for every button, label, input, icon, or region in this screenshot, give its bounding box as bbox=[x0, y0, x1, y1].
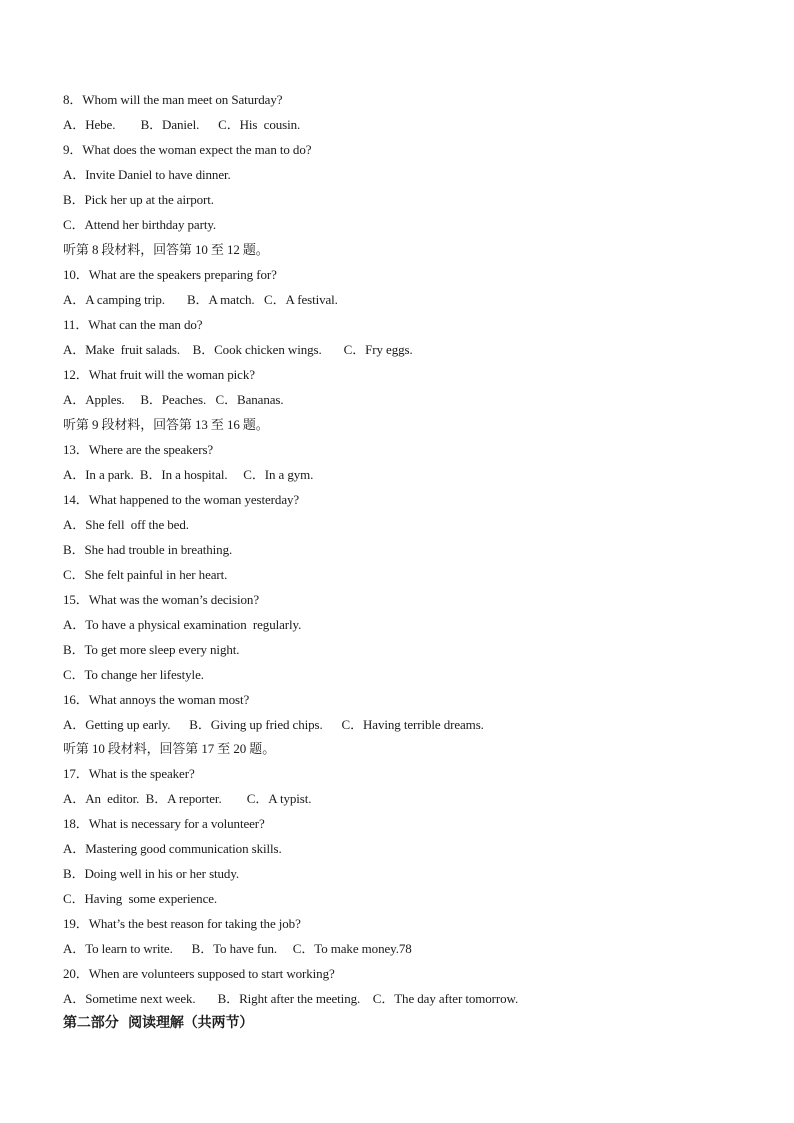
listening-instruction-10: 听第 10 段材料，回答第 17 至 20 题。 bbox=[63, 741, 276, 756]
options-12: A．Apples. B．Peaches. C．Bananas. bbox=[63, 392, 284, 407]
option-14c: C．She felt painful in her heart. bbox=[63, 567, 228, 582]
listening-instruction-9: 听第 9 段材料，回答第 13 至 16 题。 bbox=[63, 417, 269, 432]
option-15b: B．To get more sleep every night. bbox=[63, 642, 240, 657]
question-19: 19．What’s the best reason for taking the job? bbox=[63, 916, 301, 931]
option-18b: B．Doing well in his or her study. bbox=[63, 866, 240, 881]
options-13: A．In a park. B．In a hospital. C．In a gym. bbox=[63, 467, 314, 482]
section-heading: 第二部分 阅读理解（共两节） bbox=[63, 1015, 254, 1031]
question-16: 16．What annoys the woman most? bbox=[63, 692, 250, 707]
options-16: A．Getting up early. B．Giving up fried chips. C．Having terrible dreams. bbox=[63, 717, 484, 732]
question-13: 13．Where are the speakers? bbox=[63, 442, 214, 457]
options-8: A．Hebe. B．Daniel. C．His cousin. bbox=[63, 117, 301, 132]
options-10: A．A camping trip. B．A match. C．A festival. bbox=[63, 292, 338, 307]
listening-instruction-8: 听第 8 段材料，回答第 10 至 12 题。 bbox=[63, 242, 269, 257]
question-9: 9．What does the woman expect the man to do? bbox=[63, 142, 312, 157]
option-18c: C．Having some experience. bbox=[63, 891, 218, 906]
option-14a: A．She fell off the bed. bbox=[63, 517, 189, 532]
options-11: A．Make fruit salads. B．Cook chicken wings. C．Fry eggs. bbox=[63, 342, 413, 357]
option-15c: C．To change her lifestyle. bbox=[63, 667, 204, 682]
question-18: 18．What is necessary for a volunteer? bbox=[63, 816, 265, 831]
question-11: 11．What can the man do? bbox=[63, 317, 203, 332]
option-15a: A．To have a physical examination regularly. bbox=[63, 617, 302, 632]
question-14: 14．What happened to the woman yesterday? bbox=[63, 492, 300, 507]
question-17: 17．What is the speaker? bbox=[63, 766, 195, 781]
question-12: 12．What fruit will the woman pick? bbox=[63, 367, 255, 382]
options-19: A．To learn to write. B．To have fun. C．To make money.78 bbox=[63, 941, 412, 956]
options-20: A．Sometime next week. B．Right after the meeting. C．The day after tomorrow. bbox=[63, 991, 519, 1006]
option-9b: B．Pick her up at the airport. bbox=[63, 192, 214, 207]
question-8: 8．Whom will the man meet on Saturday? bbox=[63, 92, 283, 107]
option-14b: B．She had trouble in breathing. bbox=[63, 542, 233, 557]
question-15: 15．What was the woman’s decision? bbox=[63, 592, 259, 607]
question-10: 10．What are the speakers preparing for? bbox=[63, 267, 277, 282]
option-9a: A．Invite Daniel to have dinner. bbox=[63, 167, 231, 182]
option-9c: C．Attend her birthday party. bbox=[63, 217, 217, 232]
question-20: 20．When are volunteers supposed to start working? bbox=[63, 966, 335, 981]
option-18a: A．Mastering good communication skills. bbox=[63, 841, 282, 856]
options-17: A．An editor. B．A reporter. C．A typist. bbox=[63, 791, 312, 806]
